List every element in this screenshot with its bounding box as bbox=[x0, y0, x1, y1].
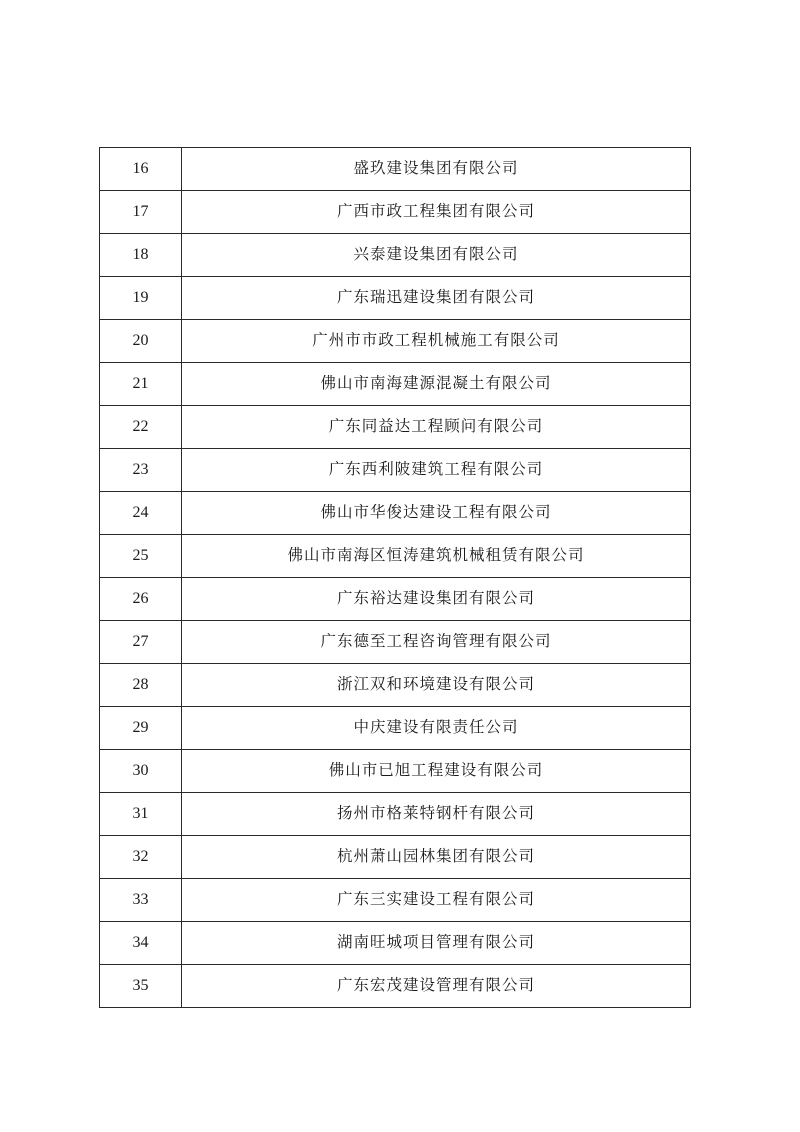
row-number: 34 bbox=[100, 922, 182, 965]
company-name: 广东西利陂建筑工程有限公司 bbox=[182, 449, 691, 492]
company-name: 广东德至工程咨询管理有限公司 bbox=[182, 621, 691, 664]
table-row bbox=[100, 406, 691, 449]
company-list-table bbox=[99, 147, 691, 1008]
company-name: 广东宏茂建设管理有限公司 bbox=[182, 965, 691, 1008]
table-row bbox=[100, 234, 691, 277]
row-number: 30 bbox=[100, 750, 182, 793]
table-row bbox=[100, 320, 691, 363]
table-row bbox=[100, 449, 691, 492]
company-name: 广西市政工程集团有限公司 bbox=[182, 191, 691, 234]
table-row bbox=[100, 492, 691, 535]
company-name: 佛山市南海区恒涛建筑机械租赁有限公司 bbox=[182, 535, 691, 578]
row-number: 19 bbox=[100, 277, 182, 320]
row-number: 20 bbox=[100, 320, 182, 363]
company-name: 浙江双和环境建设有限公司 bbox=[182, 664, 691, 707]
table-row bbox=[100, 879, 691, 922]
row-number: 28 bbox=[100, 664, 182, 707]
row-number: 26 bbox=[100, 578, 182, 621]
row-number: 17 bbox=[100, 191, 182, 234]
row-number: 32 bbox=[100, 836, 182, 879]
row-number: 27 bbox=[100, 621, 182, 664]
table-row bbox=[100, 363, 691, 406]
table-row bbox=[100, 793, 691, 836]
row-number: 25 bbox=[100, 535, 182, 578]
company-name: 湖南旺城项目管理有限公司 bbox=[182, 922, 691, 965]
company-name: 广东三实建设工程有限公司 bbox=[182, 879, 691, 922]
table-row bbox=[100, 836, 691, 879]
row-number: 21 bbox=[100, 363, 182, 406]
table-row bbox=[100, 191, 691, 234]
table-row bbox=[100, 922, 691, 965]
table-row bbox=[100, 707, 691, 750]
row-number: 24 bbox=[100, 492, 182, 535]
row-number: 35 bbox=[100, 965, 182, 1008]
row-number: 22 bbox=[100, 406, 182, 449]
company-name: 广东同益达工程顾问有限公司 bbox=[182, 406, 691, 449]
company-name: 佛山市南海建源混凝土有限公司 bbox=[182, 363, 691, 406]
row-number: 31 bbox=[100, 793, 182, 836]
table-row bbox=[100, 965, 691, 1008]
table-row bbox=[100, 664, 691, 707]
company-name: 佛山市已旭工程建设有限公司 bbox=[182, 750, 691, 793]
table-row bbox=[100, 148, 691, 191]
company-name: 广州市市政工程机械施工有限公司 bbox=[182, 320, 691, 363]
row-number: 16 bbox=[100, 148, 182, 191]
table-row bbox=[100, 621, 691, 664]
company-name: 广东裕达建设集团有限公司 bbox=[182, 578, 691, 621]
row-number: 33 bbox=[100, 879, 182, 922]
company-name: 杭州萧山园林集团有限公司 bbox=[182, 836, 691, 879]
row-number: 18 bbox=[100, 234, 182, 277]
table-row bbox=[100, 578, 691, 621]
company-name: 佛山市华俊达建设工程有限公司 bbox=[182, 492, 691, 535]
table-row bbox=[100, 535, 691, 578]
row-number: 29 bbox=[100, 707, 182, 750]
row-number: 23 bbox=[100, 449, 182, 492]
company-name: 中庆建设有限责任公司 bbox=[182, 707, 691, 750]
company-name: 盛玖建设集团有限公司 bbox=[182, 148, 691, 191]
company-name: 扬州市格莱特钢杆有限公司 bbox=[182, 793, 691, 836]
table-row bbox=[100, 277, 691, 320]
table-row bbox=[100, 750, 691, 793]
company-name: 兴泰建设集团有限公司 bbox=[182, 234, 691, 277]
company-name: 广东瑞迅建设集团有限公司 bbox=[182, 277, 691, 320]
